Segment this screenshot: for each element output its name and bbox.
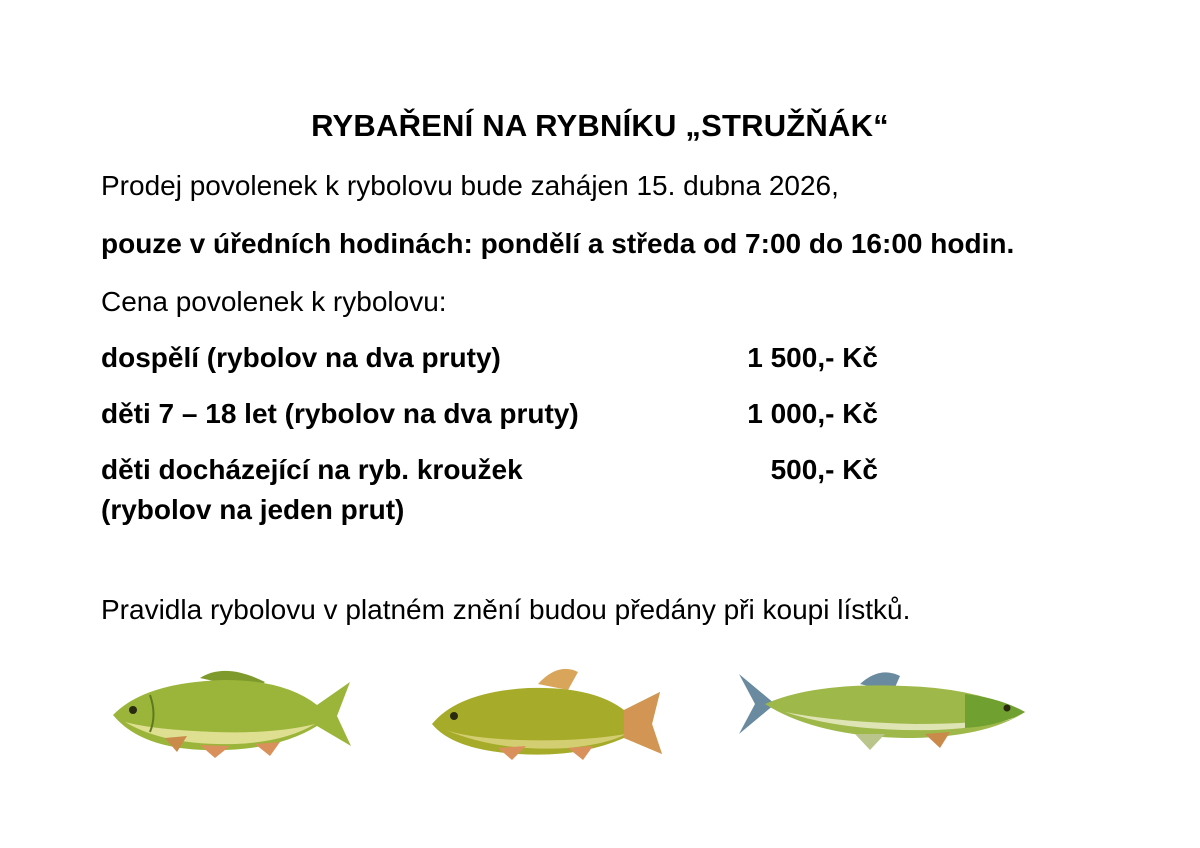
price-label-note: (rybolov na jeden prut) [101, 494, 405, 525]
price-label: děti 7 – 18 let (rybolov na dva pruty) [101, 398, 579, 429]
price-heading: Cena povolenek k rybolovu: [101, 286, 447, 317]
grass-carp-image [735, 664, 1030, 754]
price-label: děti docházející na ryb. kroužek [101, 454, 523, 485]
price-value: 1 000,- Kč [747, 398, 878, 429]
sale-start-text: Prodej povolenek k rybolovu bude zahájen 15. dubna 2026, [101, 170, 839, 201]
price-value: 500,- Kč [770, 454, 878, 485]
office-hours-text: pouze v úředních hodinách: pondělí a středa od 7:00 do 16:00 hodin. [101, 228, 1015, 259]
price-label: dospělí (rybolov na dva pruty) [101, 342, 501, 373]
carp-image [105, 660, 355, 760]
price-value: 1 500,- Kč [747, 342, 878, 373]
tench-image [428, 662, 668, 762]
rules-note-text: Pravidla rybolovu v platném znění budou předány při koupi lístků. [101, 594, 911, 625]
page-title: RYBAŘENÍ NA RYBNÍKU „STRUŽŇÁK“ [311, 108, 889, 143]
